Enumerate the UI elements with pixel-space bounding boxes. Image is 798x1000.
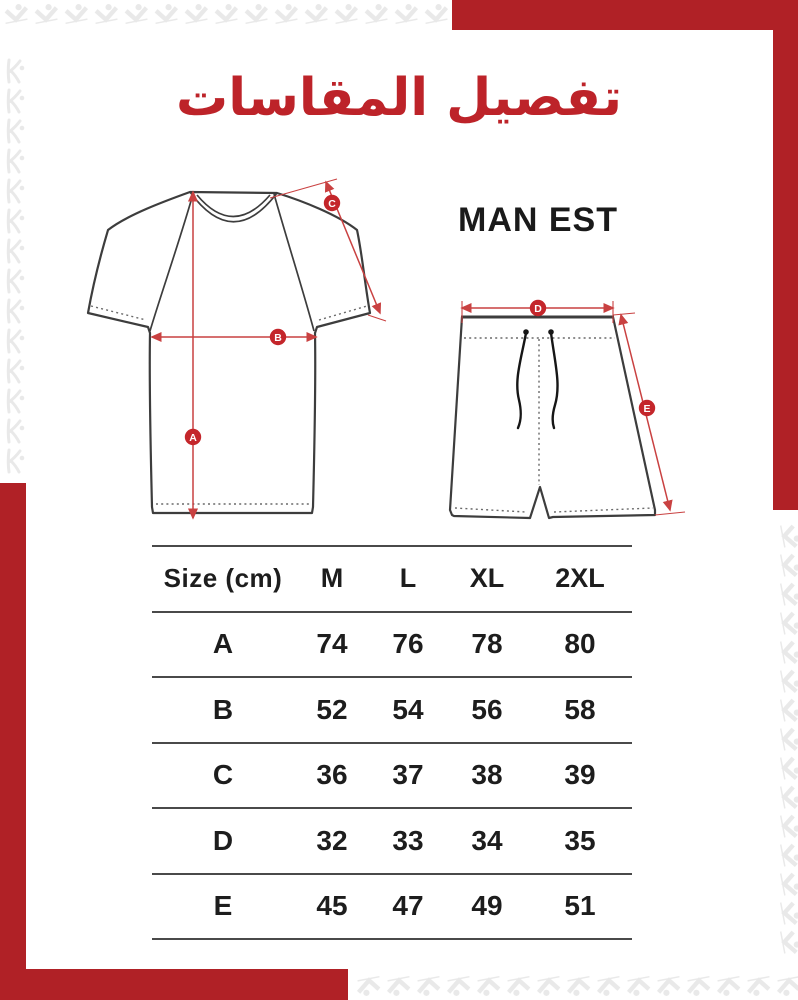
svg-text:A: A [189, 431, 197, 444]
table-row [152, 809, 632, 875]
brand-watermark-icon [536, 972, 561, 997]
brand-watermark-icon [506, 972, 531, 997]
measurement-value-xl: 56 [471, 693, 503, 725]
brand-k-watermark-icon [2, 238, 26, 264]
measurement-letter: D [212, 824, 234, 856]
measurement-value-m: 32 [316, 824, 348, 856]
column-header-m: M [320, 563, 344, 594]
brand-watermark-icon [716, 972, 741, 997]
brand-watermark-icon [746, 972, 771, 997]
measurement-letter: B [212, 693, 234, 725]
left-edge-bar [0, 483, 26, 1000]
brand-k-watermark-icon [2, 358, 26, 384]
brand-watermark-icon [776, 872, 798, 897]
measurement-value-m: 52 [316, 693, 348, 725]
size-unit-header: Size (cm) [163, 563, 283, 594]
measurement-value-l: 76 [392, 628, 424, 660]
brand-watermark-icon [304, 3, 329, 28]
brand-watermark-icon [124, 3, 149, 28]
svg-text:D: D [534, 302, 542, 315]
brand-k-watermark-icon [2, 418, 26, 444]
brand-k-watermark-icon [2, 148, 26, 174]
brand-watermark-icon [776, 930, 798, 955]
measurement-value-2xl: 39 [564, 759, 596, 791]
measurement-value-xl: 78 [471, 628, 503, 660]
brand-watermark-icon [94, 3, 119, 28]
measurement-value-2xl: 35 [564, 824, 596, 856]
measurement-value-m: 36 [316, 759, 348, 791]
table-row [152, 613, 632, 679]
measurement-value-l: 33 [392, 824, 424, 856]
brand-watermark-icon [776, 901, 798, 926]
watermark-strip-bottom [356, 972, 798, 997]
brand-watermark-icon [386, 972, 411, 997]
brand-watermark-icon [34, 3, 59, 28]
brand-watermark-icon [416, 972, 441, 997]
brand-watermark-icon [776, 727, 798, 752]
measurement-value-m: 45 [316, 890, 348, 922]
brand-k-watermark-icon [2, 448, 26, 474]
measurement-letter: C [212, 759, 234, 791]
brand-k-watermark-icon [2, 208, 26, 234]
page-title: تفصيل المقاسات [175, 68, 622, 128]
brand-watermark-icon [274, 3, 299, 28]
measurement-value-l: 37 [392, 759, 424, 791]
brand-watermark-icon [776, 756, 798, 781]
brand-watermark-icon [776, 698, 798, 723]
table-header-row [152, 547, 632, 613]
measurement-value-l: 54 [392, 693, 424, 725]
brand-watermark-icon [626, 972, 651, 997]
table-body [152, 613, 632, 941]
brand-watermark-icon [686, 972, 711, 997]
brand-watermark-icon [776, 843, 798, 868]
brand-watermark-icon [154, 3, 179, 28]
brand-watermark-icon [776, 814, 798, 839]
product-label: MAN EST [458, 201, 618, 239]
measurement-value-xl: 49 [471, 890, 503, 922]
table-row [152, 678, 632, 744]
brand-watermark-icon [64, 3, 89, 28]
brand-watermark-icon [776, 640, 798, 665]
brand-watermark-icon [776, 553, 798, 578]
brand-watermark-icon [776, 972, 798, 997]
brand-watermark-icon [776, 669, 798, 694]
column-header-l: L [399, 563, 417, 594]
brand-watermark-icon [446, 972, 471, 997]
measurement-letter: A [212, 628, 234, 660]
measurement-diagram [55, 165, 705, 545]
brand-watermark-icon [596, 972, 621, 997]
brand-watermark-icon [776, 785, 798, 810]
brand-k-watermark-icon [2, 328, 26, 354]
brand-watermark-icon [394, 3, 419, 28]
top-right-corner-bar [452, 0, 798, 30]
brand-watermark-icon [776, 582, 798, 607]
marker-b-badge [270, 329, 286, 345]
brand-watermark-icon [656, 972, 681, 997]
measurement-letter: E [213, 890, 233, 922]
table-row [152, 875, 632, 941]
brand-watermark-icon [4, 3, 29, 28]
svg-text:E: E [643, 402, 651, 415]
measurement-value-2xl: 51 [564, 890, 596, 922]
brand-watermark-icon [424, 3, 449, 28]
shorts-drawing [450, 300, 685, 518]
brand-watermark-icon [214, 3, 239, 28]
marker-c-badge [324, 195, 340, 211]
watermark-strip-top [4, 3, 449, 28]
measurement-value-xl: 34 [471, 824, 503, 856]
measurement-value-m: 74 [316, 628, 348, 660]
brand-k-watermark-icon [2, 268, 26, 294]
svg-text:B: B [274, 331, 282, 344]
bottom-left-corner-bar [0, 969, 348, 1000]
brand-watermark-icon [356, 972, 381, 997]
brand-watermark-icon [244, 3, 269, 28]
brand-watermark-icon [476, 972, 501, 997]
brand-watermark-icon [776, 611, 798, 636]
marker-a-badge [185, 429, 201, 445]
brand-k-watermark-icon [2, 298, 26, 324]
column-header-2xl: 2XL [555, 563, 605, 594]
brand-watermark-icon [566, 972, 591, 997]
measurement-value-l: 47 [392, 890, 424, 922]
brand-watermark-icon [776, 524, 798, 549]
brand-watermark-icon [184, 3, 209, 28]
brand-watermark-icon [334, 3, 359, 28]
brand-k-watermark-icon [2, 388, 26, 414]
measurement-value-xl: 38 [471, 759, 503, 791]
column-header-xl: XL [469, 563, 505, 594]
marker-d-badge [530, 300, 546, 316]
table-row [152, 744, 632, 810]
marker-e-badge [639, 400, 655, 416]
measurement-value-2xl: 80 [564, 628, 596, 660]
measurement-value-2xl: 58 [564, 693, 596, 725]
brand-k-watermark-icon [2, 178, 26, 204]
svg-text:C: C [328, 197, 336, 210]
brand-watermark-icon [364, 3, 389, 28]
size-table [152, 545, 632, 940]
watermark-strip-right [776, 524, 798, 955]
tshirt-drawing [88, 179, 386, 518]
